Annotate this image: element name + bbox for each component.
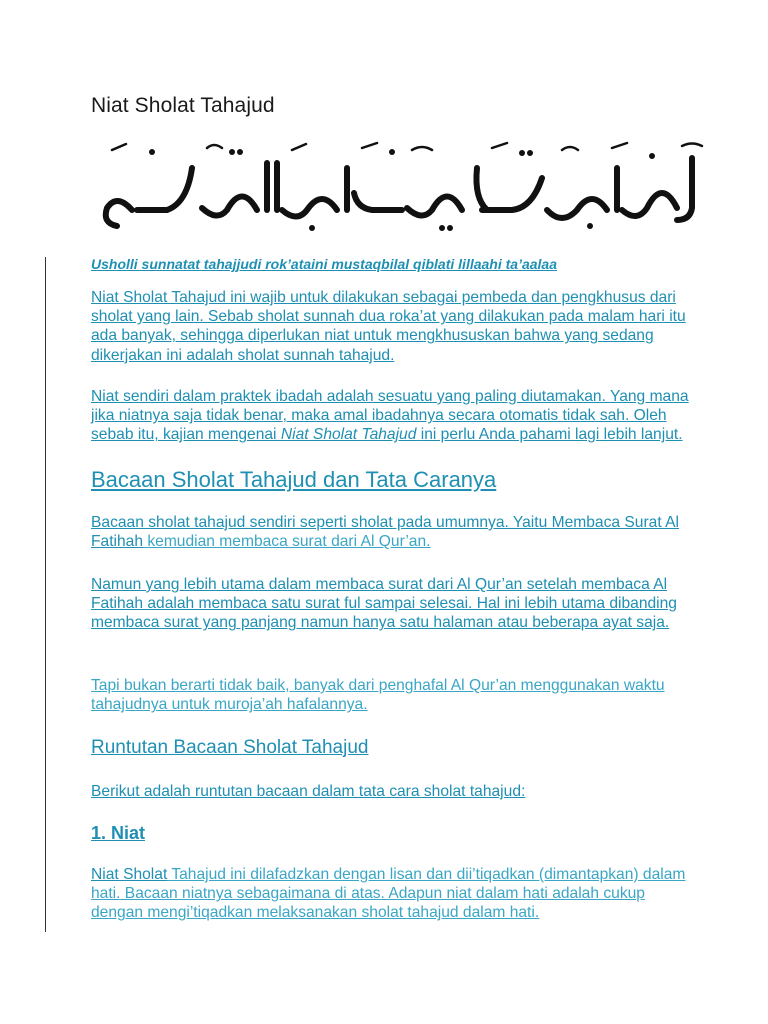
paragraph-text[interactable]: ini perlu Anda pahami lagi lebih lanjut. — [416, 426, 683, 444]
paragraph-utama-surat[interactable]: Namun yang lebih utama dalam membaca surat dari Al Qur’an setelah membaca Al Fatihah adalah membaca satu surat ful sampai selesai. Hal ini lebih utama dibanding membaca surat yang panjang namun hanya satu halaman atau beberapa ayat saja. — [91, 576, 677, 632]
paragraph-niat-wajib[interactable]: Niat Sholat Tahajud ini wajib untuk dilakukan sebagai pembeda dan pengkhusus dari sholat yang lain. Sebab sholat sunnah dua roka’at yang dilakukan pada malam hari itu ada banyak, sehingga diperlukan niat untuk mengkhususkan bahwa yang sedang dikerjakan ini adalah sholat sunnah tahajud. — [91, 289, 686, 364]
heading-bacaan[interactable]: Bacaan Sholat Tahajud dan Tata Caranya — [91, 467, 497, 492]
paragraph-text[interactable]: kemudian membaca surat dari Al Qur’an. — [143, 533, 431, 551]
paragraph-text[interactable]: Niat sendiri dalam praktek ibadah adalah sesuatu yang paling diutamakan. Yang mana jika niatnya saja tidak benar, maka amal ibadahnya secara otomatis tidak sah. Oleh sebab itu, kajian mengenai — [91, 388, 689, 444]
emphasis-link[interactable]: Niat Sholat Tahajud — [280, 426, 417, 444]
arabic-niat-calligraphy — [92, 138, 712, 238]
paragraph-text[interactable]: Tahajud ini dilafadzkan dengan lisan dan dii’tiqadkan (dimantapkan) dalam hati. Bacaan niatnya sebagaimana di atas. Adapun niat dalam hati adalah cukup dengan mengi’tiqadkan melaksanakan sholat tahajud dalam hati. — [91, 866, 686, 922]
paragraph-text[interactable]: Bacaan sholat tahajud sendiri seperti sholat pada umumnya. Yaitu Membaca Surat Al Fatihah — [91, 514, 680, 551]
niat-transliteration[interactable]: Usholli sunnatat tahajjudi rok’ataini mustaqbilal qiblati lillaahi ta’aalaa — [91, 256, 557, 272]
paragraph-berikut[interactable]: Berikut adalah runtutan bacaan dalam tata cara sholat tahajud: — [91, 783, 526, 800]
page-title: Niat Sholat Tahajud — [91, 94, 275, 117]
heading-niat[interactable]: 1. Niat — [91, 823, 146, 843]
arabic-calligraphy-icon — [92, 138, 712, 238]
paragraph-bacaan[interactable] — [91, 513, 691, 551]
paragraph-niat-utama[interactable] — [91, 387, 691, 445]
paragraph-text[interactable]: Niat Sholat — [91, 866, 168, 883]
heading-runtutan[interactable]: Runtutan Bacaan Sholat Tahajud — [91, 737, 369, 758]
paragraph-niat-lisan[interactable] — [91, 865, 691, 923]
paragraph-muroja-ah[interactable]: Tapi bukan berarti tidak baik, banyak dari penghafal Al Qur’an menggunakan waktu tahajudnya untuk muroja’ah hafalannya. — [91, 677, 665, 714]
margin-rule — [45, 257, 46, 932]
